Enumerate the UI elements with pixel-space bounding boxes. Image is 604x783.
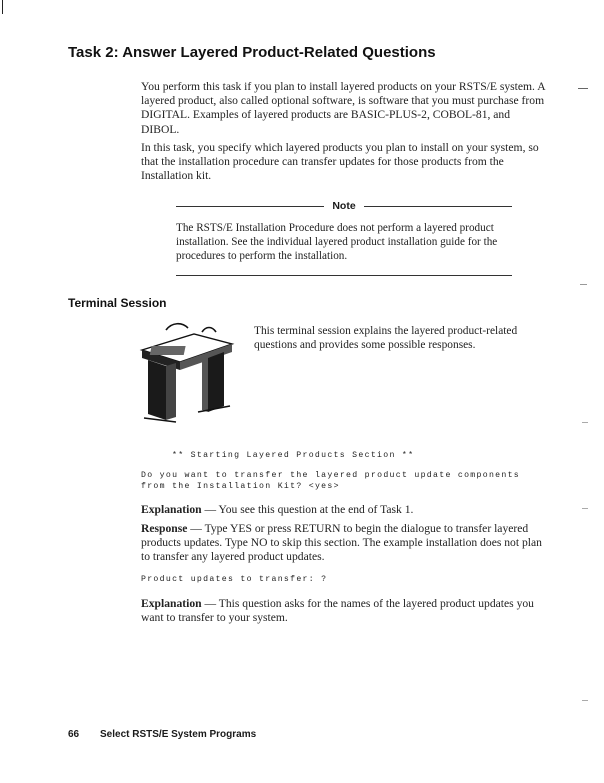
terminal-output-line: ** Starting Layered Products Section ** bbox=[172, 451, 415, 460]
margin-mark bbox=[582, 508, 588, 509]
intro-paragraph: You perform this task if you plan to install layered products on your RSTS/E system. A layered product, also called optional software, is software that you must purchase from DIGITAL. Examples of layered products are BASIC-PLUS-2, COBOL-81, and DIBOL. bbox=[141, 80, 545, 136]
note-rule-left bbox=[176, 206, 324, 207]
terminal-prompt-line: Product updates to transfer: ? bbox=[141, 575, 328, 584]
margin-mark bbox=[582, 422, 588, 423]
session-intro: This terminal session explains the layered product-related questions and provides some possible responses. bbox=[254, 325, 518, 351]
explanation-text: — This question asks for the names of the layered product updates you want to transfer to your system. bbox=[141, 597, 534, 625]
terminal-output-line: Do you want to transfer the layered product update components bbox=[141, 471, 521, 480]
explanation-paragraph bbox=[141, 597, 549, 625]
task-title: Task 2: Answer Layered Product-Related Questions bbox=[68, 44, 436, 61]
session-title: Terminal Session bbox=[68, 296, 167, 310]
margin-mark bbox=[578, 88, 588, 89]
note-rule-right bbox=[364, 206, 512, 207]
explanation-text: — You see this question at the end of Task 1. bbox=[201, 503, 414, 516]
response-paragraph bbox=[141, 522, 549, 565]
note-bottom-rule bbox=[176, 275, 512, 276]
footer-title: Select RSTS/E System Programs bbox=[100, 729, 257, 740]
note-label: Note bbox=[332, 200, 356, 212]
terminal-illustration bbox=[136, 316, 236, 424]
margin-mark bbox=[580, 284, 587, 285]
explanation-label: Explanation bbox=[141, 503, 202, 516]
page-number: 66 bbox=[68, 729, 80, 740]
margin-mark bbox=[582, 700, 588, 701]
explanation-paragraph bbox=[141, 503, 549, 517]
note-header bbox=[176, 199, 512, 213]
response-label: Response bbox=[141, 522, 188, 535]
response-text: — Type YES or press RETURN to begin the dialogue to transfer layered products updates. Type NO to skip this section. The example installation does not plan to transfer any layered product updates. bbox=[141, 522, 542, 564]
terminal-output-line: from the Installation Kit? <yes> bbox=[141, 482, 340, 491]
note-text: The RSTS/E Installation Procedure does not perform a layered product installation. See the individual layered product installation guide for the procedures to perform the installation. bbox=[176, 222, 498, 262]
page-edge-mark bbox=[2, 0, 3, 14]
task-description-paragraph: In this task, you specify which layered products you plan to install on your system, so that the installation procedure can transfer updates for those products from the Installation kit. bbox=[141, 141, 539, 183]
explanation-label: Explanation bbox=[141, 597, 202, 610]
